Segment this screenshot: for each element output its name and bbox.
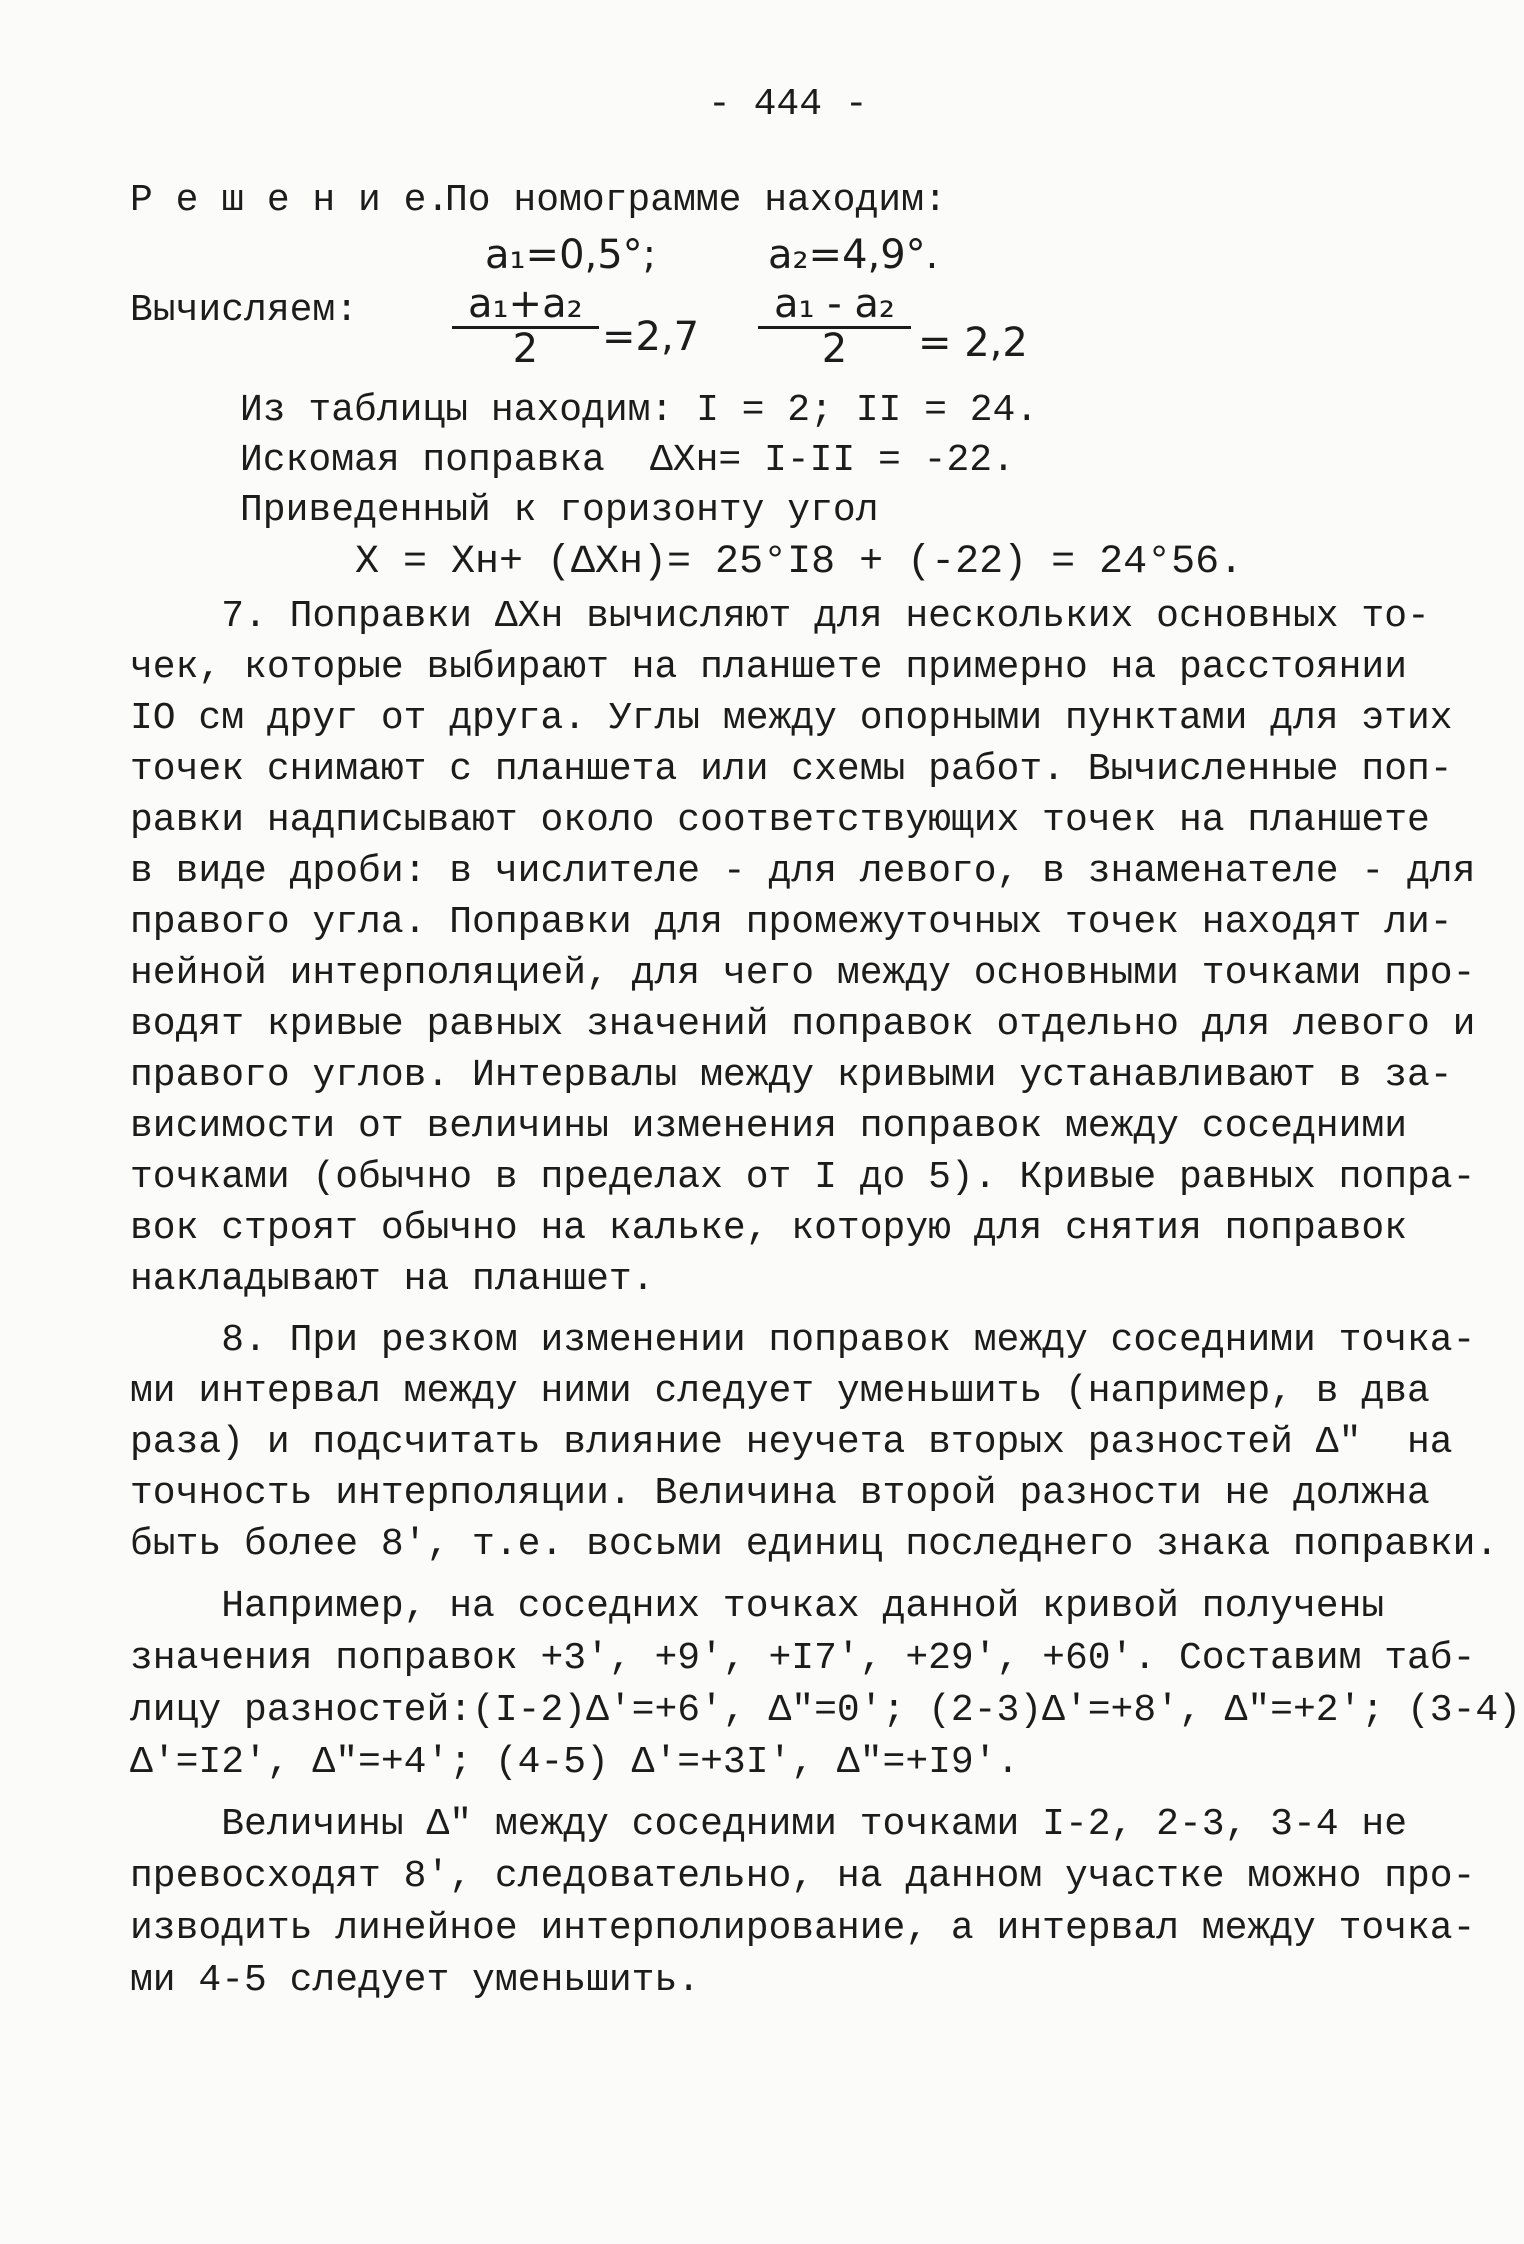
text-line: Например, на соседних точках данной кривой получены [130, 1585, 1385, 1628]
page-number: - 444 - [708, 83, 868, 126]
calc-label: Вычисляем: [130, 289, 359, 332]
text-line: висимости от величины изменения поправок между соседними [130, 1105, 1408, 1148]
text-line: Δ'=I2', Δ"=+4'; (4-5) Δ'=+3I', Δ"=+I9'. [130, 1741, 1020, 1784]
text-line: в виде дроби: в числителе - для левого, в знаменателе - для [130, 850, 1476, 893]
text-line: водят кривые равных значений поправок отдельно для левого и [130, 1003, 1476, 1046]
text-line: раза) и подсчитать влияние неучета вторых разностей Δ" на [130, 1421, 1453, 1464]
text-line: точек снимают с планшета или схемы работ. Вычисленные поп- [130, 748, 1453, 791]
text-line: вок строят обычно на кальке, которую для снятия поправок [130, 1207, 1408, 1250]
correction-label: Искомая поправка [240, 439, 605, 482]
text-line: ми интервал между ними следует уменьшить (например, в два [130, 1370, 1430, 1413]
fraction-sum [462, 281, 589, 372]
text-line: 8. При резком изменении поправок между соседними точка- [130, 1319, 1476, 1362]
text-line: ми 4-5 следует уменьшить. [130, 1959, 701, 2002]
text-line: правого углов. Интервалы между кривыми устанавливают в за- [130, 1054, 1453, 1097]
alpha2-value: a₂=4,9°. [768, 232, 939, 278]
text-line: равки надписывают около соответствующих точек на планшете [130, 799, 1430, 842]
fraction-diff [768, 281, 901, 372]
text-line: накладывают на планшет. [130, 1258, 655, 1301]
correction-formula: ΔXн= I-II = -22. [650, 439, 1015, 482]
text-line: изводить линейное интерполирование, а интервал между точка- [130, 1907, 1476, 1950]
fraction-diff-denominator: 2 [758, 326, 911, 369]
text-line: чек, которые выбирают на планшете примерно на расстоянии [130, 646, 1408, 689]
text-line: точность интерполяции. Величина второй разности не должна [130, 1472, 1430, 1515]
reduced-angle-line: Приведенный к горизонту угол [240, 489, 879, 532]
fraction-sum-denominator: 2 [452, 326, 599, 369]
table-line: Из таблицы находим: I = 2; II = 24. [240, 389, 1039, 432]
text-line: быть более 8', т.е. восьми единиц последнего знака поправки. [130, 1523, 1499, 1566]
fraction-diff-numerator: a₁ - a₂ [774, 281, 895, 327]
text-line: правого угла. Поправки для промежуточных точек находят ли- [130, 901, 1453, 944]
text-line: превосходят 8', следовательно, на данном участке можно про- [130, 1855, 1476, 1898]
fraction-diff-result: = 2,2 [918, 320, 1028, 366]
text-line: Величины Δ" между соседними точками I-2, 2-3, 3-4 не [130, 1803, 1408, 1846]
text-line: IO см друг от друга. Углы между опорными пунктами для этих [130, 697, 1453, 740]
fraction-sum-numerator: a₁+a₂ [468, 281, 583, 327]
solution-label: Р е ш е н и е. [130, 179, 450, 222]
text-line: 7. Поправки ΔXн вычисляют для нескольких основных то- [130, 595, 1430, 638]
final-formula: X = Xн+ (ΔXн)= 25°I8 + (-22) = 24°56. [355, 540, 1244, 585]
text-line: значения поправок +3', +9', +I7', +29', +60'. Составим таб- [130, 1637, 1476, 1680]
text-line: лицу разностей:(I-2)Δ'=+6', Δ"=0'; (2-3)Δ'=+8', Δ"=+2'; (3-4) [130, 1689, 1522, 1732]
text-line: нейной интерполяцией, для чего между основными точками про- [130, 952, 1476, 995]
text-line: точками (обычно в пределах от I до 5). Кривые равных попра- [130, 1156, 1476, 1199]
fraction-sum-result: =2,7 [602, 314, 700, 360]
alpha1-value: a₁=0,5°; [485, 232, 657, 278]
solution-intro: По номограмме находим: [445, 179, 947, 222]
